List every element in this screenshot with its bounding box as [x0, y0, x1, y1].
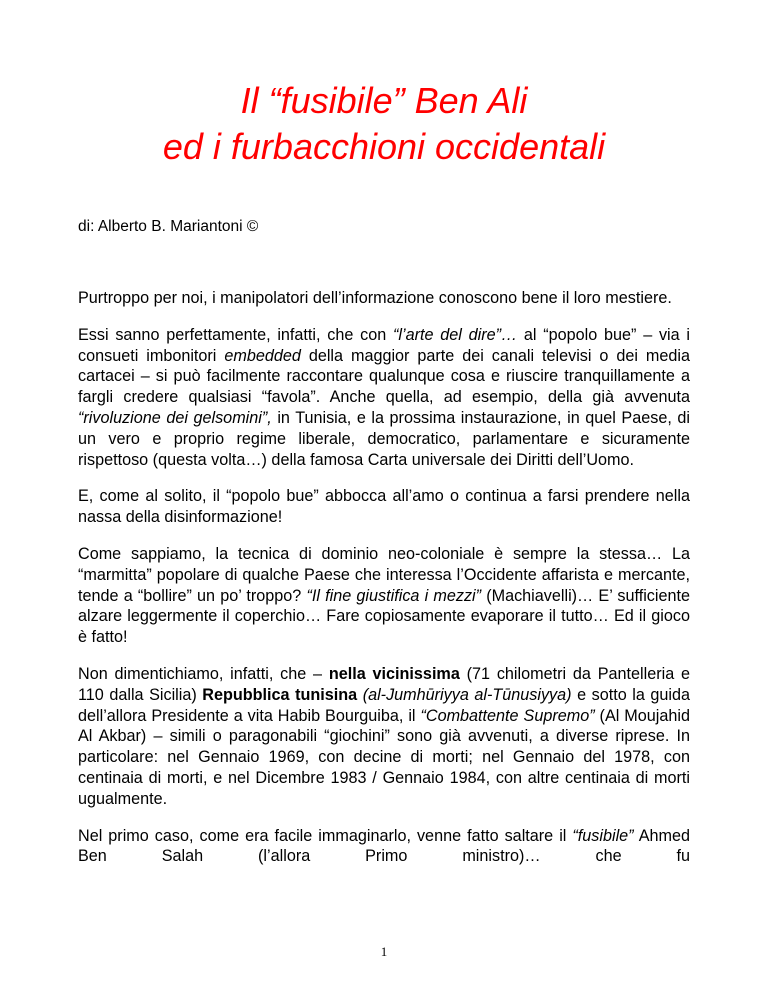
- italic-run: “rivoluzione dei gelsomini”,: [78, 408, 272, 427]
- text-run: Come sappiamo, la tecnica di dominio neo-coloniale è sempre la stessa… La “marmitta” popolare di qualche Paese che interessa l’Occidente affarista e mercante, tende a “bollire” un po’ troppo?: [78, 544, 690, 605]
- italic-run: “l’arte del dire”…: [393, 325, 518, 344]
- title-line-2: ed i furbacchioni occidentali: [162, 126, 606, 167]
- paragraph-1: Purtroppo per noi, i manipolatori dell’informazione conoscono bene il loro mestiere.: [78, 289, 672, 307]
- text-run: Ahmed Ben Salah (l’allora Primo ministro)… che fu: [78, 826, 690, 866]
- text-run: (Machiavelli)… E’ sufficiente alzare leggermente il coperchio… Fare copiosamente evaporare il tutto… Ed il gioco è fatto!: [78, 586, 690, 647]
- paragraph-5: [78, 664, 690, 810]
- author-byline: di: Alberto B. Mariantoni ©: [78, 218, 259, 235]
- text-run: della maggior parte dei canali televisi o dei media cartacei – si può facilmente raccontare qualunque cosa e riuscire tranquillamente a fargli credere qualsiasi “favola”. Anche quella, ad esempio, della già avvenuta: [78, 346, 691, 407]
- paragraph-3: E, come al solito, il “popolo bue” abbocca all’amo o continua a farsi prendere nella nassa della disinformazione!: [78, 487, 690, 527]
- bold-run: nella vicinissima: [328, 664, 460, 683]
- paragraph-2: [78, 325, 690, 471]
- document-title: [60, 78, 708, 170]
- article-body: [78, 288, 690, 883]
- text-run: in Tunisia, e la prossima instaurazione, in quel Paese, di un vero e proprio regime liberale, democratico, parlamentare e sicuramente rispettoso (questa volta…) della famosa Carta universale dei Diritti dell’Uomo.: [78, 408, 690, 469]
- page-number: 1: [380, 944, 388, 959]
- italic-run: “Il fine giustifica i mezzi”: [306, 586, 482, 605]
- italic-run: “Combattente Supremo”: [420, 706, 595, 725]
- text-run: e sotto la guida dell’allora Presidente a vita Habib Bourguiba, il: [78, 685, 690, 725]
- italic-run: embedded: [224, 346, 301, 365]
- paragraph-4: [78, 544, 690, 648]
- italic-run: “fusibile”: [572, 826, 634, 845]
- title-line-1: Il “fusibile” Ben Ali: [240, 80, 528, 121]
- italic-run: (al-Jumhūriyya al-Tūnusiyya): [362, 685, 572, 704]
- bold-run: Repubblica tunisina: [202, 685, 358, 704]
- paragraph-6: [78, 826, 690, 868]
- text-run: al “popolo bue” – via i consueti imbonitori: [78, 325, 691, 365]
- text-run: Nel primo caso, come era facile immaginarlo, venne fatto saltare il: [78, 826, 573, 845]
- text-run: (71 chilometri da Pantelleria e 110 dalla Sicilia): [78, 664, 690, 704]
- text-run: Non dimentichiamo, infatti, che –: [78, 664, 329, 683]
- text-run: Essi sanno perfettamente, infatti, che con: [78, 325, 393, 344]
- text-run: (Al Moujahid Al Akbar) – simili o paragonabili “giochini” sono già avvenuti, a diverse riprese. In particolare: nel Gennaio 1969, con decine di morti; nel Gennaio del 1978, con centinaia di morti, e nel Dicembre 1983 / Gennaio 1984, con altre centinaia di morti ugualmente.: [78, 706, 690, 808]
